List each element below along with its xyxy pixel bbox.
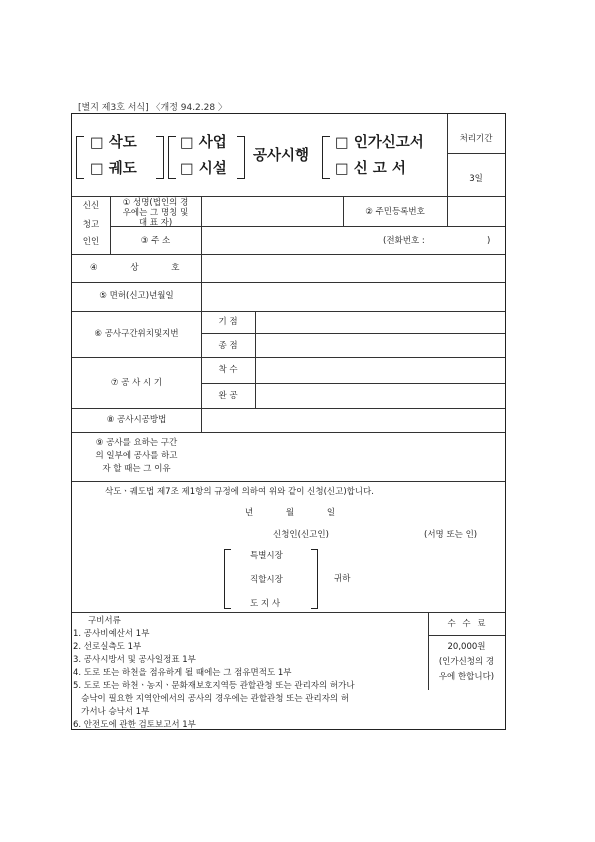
- address-input[interactable]: [202, 227, 505, 253]
- method-input[interactable]: [202, 409, 505, 431]
- resident-number-input[interactable]: [448, 197, 505, 225]
- complete-input[interactable]: [256, 384, 505, 407]
- processing-period-label: 처리기간: [459, 134, 493, 144]
- applicant-signature-label: 신청인(신고인): [273, 530, 329, 540]
- document-item: 6. 안전도에 관한 검토보고서 1부: [73, 720, 196, 730]
- resident-number-label: ② 주민등록번호: [365, 207, 425, 217]
- option-report[interactable]: □ 신 고 서: [335, 161, 406, 177]
- method-label: ⑧ 공사시공방법: [106, 415, 167, 425]
- name-label: ① 성명(법인의 경: [122, 198, 189, 208]
- location-label: ⑥ 공사구간위치및지번: [94, 329, 179, 339]
- statement-text: 삭도ㆍ궤도법 제7조 제1항의 규정에 의하여 위와 같이 신청(신고)합니다.: [105, 487, 374, 497]
- phone-label: (전화번호 :: [383, 236, 425, 246]
- trade-name-label: ④ 상 호: [90, 263, 180, 273]
- name-label-line2: 우에는 그 명칭 및: [122, 208, 189, 218]
- form-title: 공사시행: [253, 148, 310, 164]
- reason-label-line3: 자 할 때는 그 이유: [102, 464, 171, 474]
- begin-input[interactable]: [256, 358, 505, 382]
- trade-name-input[interactable]: [202, 255, 505, 281]
- document-item: 승낙이 필요한 지역안에서의 공사의 경우에는 관할관청 또는 관리자의 허: [73, 694, 350, 704]
- applicant-side-label-2: 청고: [82, 220, 100, 230]
- fee-note-line2: 우에 한합니다): [438, 672, 495, 682]
- document-item: 가서나 승낙서 1부: [73, 707, 150, 717]
- option-facility[interactable]: □ 시설: [180, 161, 227, 177]
- fee-amount: 20,000원: [447, 642, 486, 652]
- recipient-governor: 도 지 사: [250, 599, 281, 609]
- license-date-label: ⑤ 면허(신고)년월일: [99, 291, 174, 301]
- application-form: [71, 113, 506, 730]
- date-line[interactable]: 년 월 일: [245, 508, 336, 518]
- name-label-line3: 대 표 자): [138, 218, 173, 228]
- option-ropeway[interactable]: □ 삭도: [90, 135, 137, 151]
- recipient-direct-city: 직할시장: [250, 575, 283, 585]
- documents-title: 구비서류: [88, 616, 121, 626]
- addressee-suffix: 귀하: [334, 574, 351, 584]
- reason-label-line2: 의 일부에 공사를 하고: [95, 451, 178, 461]
- begin-label: 착 수: [218, 365, 238, 375]
- phone-close: ): [487, 236, 491, 246]
- start-point-input[interactable]: [256, 312, 505, 332]
- period-label: ⑦ 공 사 시 기: [110, 378, 163, 388]
- reason-input[interactable]: [202, 433, 505, 480]
- processing-period-value: 3일: [469, 174, 483, 184]
- option-business[interactable]: □ 사업: [180, 135, 227, 151]
- form-reference: [별지 제3호 서식] 〈개정 94.2.28 〉: [78, 103, 227, 113]
- address-label: ③ 주 소: [140, 236, 171, 246]
- fee-note: (인가신청의 경: [438, 657, 495, 667]
- license-date-input[interactable]: [202, 283, 505, 310]
- document-item: 3. 공사시방서 및 공사일정표 1부: [73, 655, 196, 665]
- complete-label: 완 공: [218, 391, 238, 401]
- applicant-side-label-1: 신신: [82, 201, 100, 211]
- start-point-label: 기 점: [218, 317, 238, 327]
- applicant-side-label-3: 인인: [82, 237, 100, 247]
- sign-or-seal[interactable]: (서명 또는 인): [424, 530, 478, 540]
- document-item: 4. 도로 또는 하천을 점유하게 될 때에는 그 점유면적도 1부: [73, 668, 292, 678]
- recipient-special-city: 특별시장: [250, 551, 283, 561]
- document-item: 1. 공사비예산서 1부: [73, 629, 150, 639]
- document-item: 2. 선로실측도 1부: [73, 642, 142, 652]
- option-track[interactable]: □ 궤도: [90, 161, 137, 177]
- fee-label: 수 수 료: [447, 619, 486, 629]
- end-point-label: 종 점: [218, 341, 238, 351]
- name-input[interactable]: [202, 197, 342, 225]
- reason-label: ⑨ 공사를 요하는 구간: [95, 438, 178, 448]
- end-point-input[interactable]: [256, 334, 505, 356]
- document-item: 5. 도로 또는 하천ㆍ농지ㆍ문화재보호지역등 관할관청 또는 관리자의 허가나: [73, 681, 355, 691]
- option-approval-report[interactable]: □ 인가신고서: [335, 135, 424, 151]
